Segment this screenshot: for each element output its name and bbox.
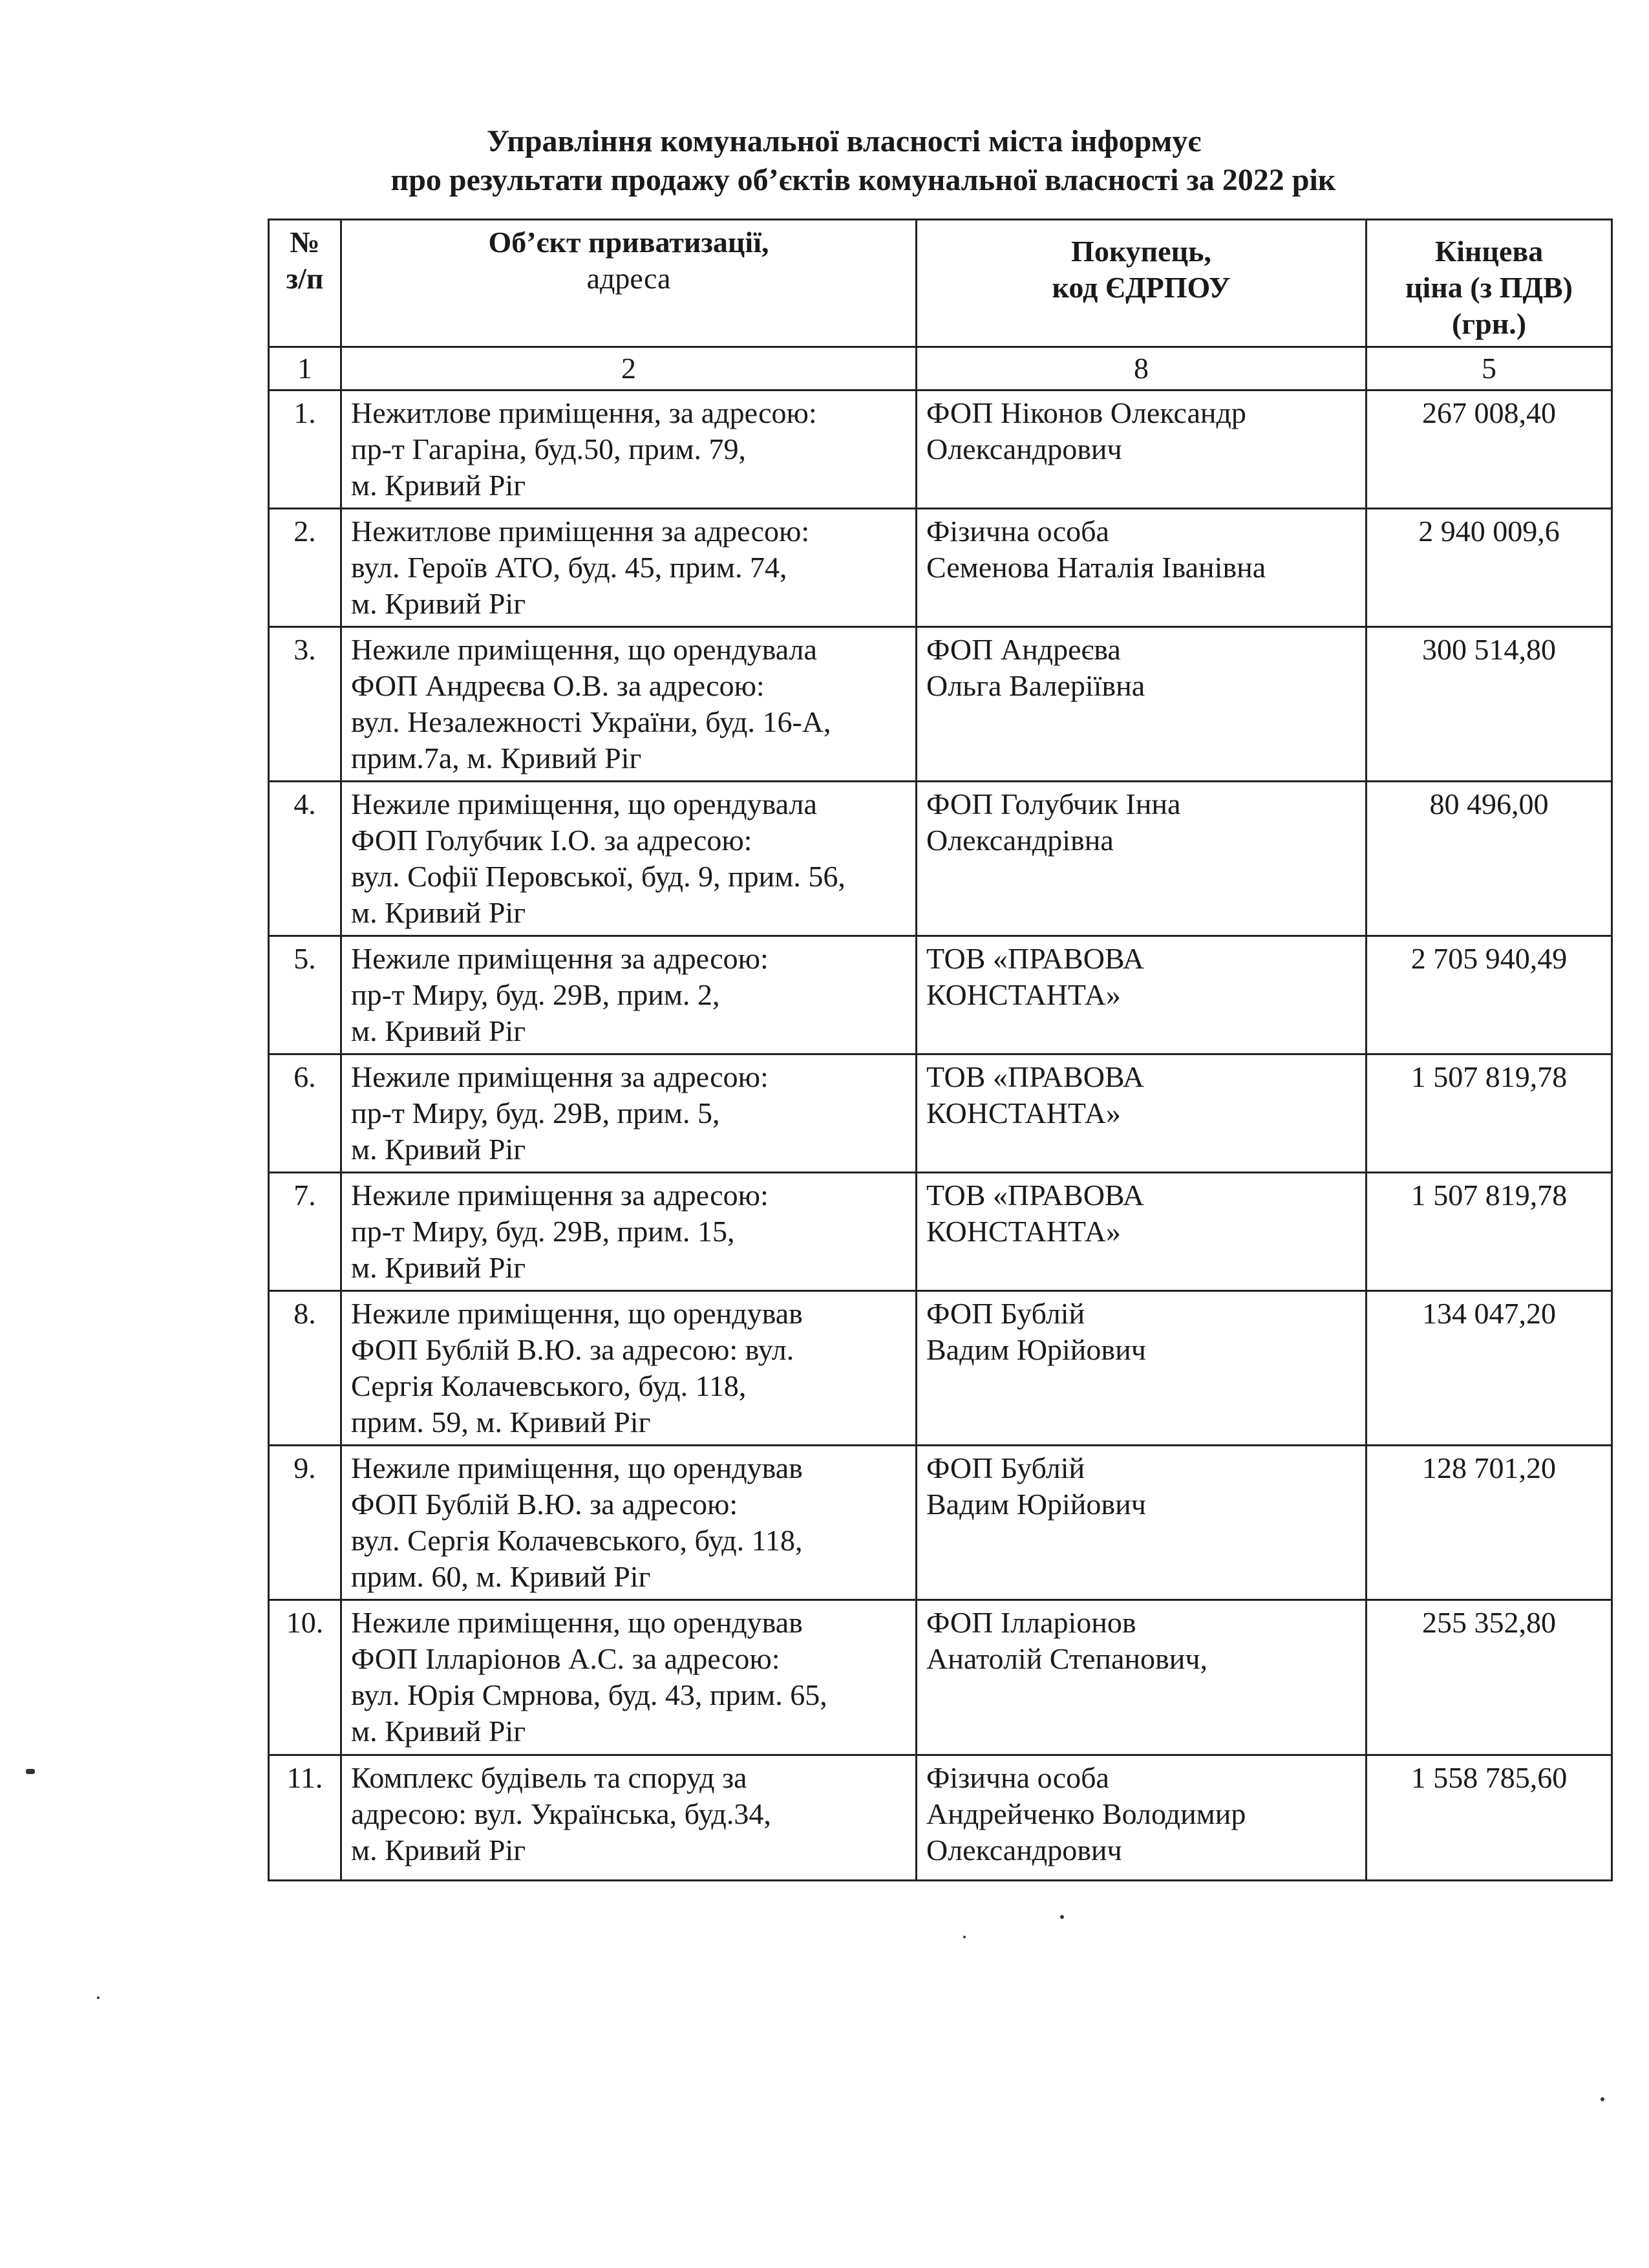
object-address-line: Нежиле приміщення, що орендувала	[351, 787, 817, 820]
scan-speck	[1060, 1915, 1064, 1919]
buyer	[917, 1600, 1367, 1755]
object-address-line: пр-т Миру, буд. 29В, прим. 2,	[351, 978, 720, 1011]
buyer-line: Вадим Юрійович	[926, 1488, 1146, 1521]
final-price: 300 514,80	[1367, 627, 1612, 782]
buyer	[917, 936, 1367, 1054]
object-address	[341, 1755, 917, 1881]
buyer-line: Фізична особа	[926, 515, 1109, 548]
column-number-row	[269, 347, 1612, 390]
object-address	[341, 1054, 917, 1173]
buyer-line: ФОП Голубчик Інна	[926, 787, 1181, 820]
object-address-line: ФОП Бублій В.Ю. за адресою: вул.	[351, 1333, 794, 1366]
table-row	[269, 1173, 1612, 1291]
header-number: № з/п	[269, 220, 341, 347]
table-row	[269, 1291, 1612, 1446]
object-address-line: вул. Незалежності України, буд. 16-А,	[351, 705, 831, 738]
object-address-line: прим. 59, м. Кривий Ріг	[351, 1406, 651, 1439]
table-row	[269, 390, 1612, 509]
object-address-line: Нежиле приміщення, що орендував	[351, 1606, 803, 1639]
object-address-line: Нежитлове приміщення за адресою:	[351, 515, 810, 548]
buyer-line: ФОП Бублій	[926, 1297, 1085, 1330]
row-number: 3.	[269, 627, 341, 782]
object-address-line: м. Кривий Ріг	[351, 1014, 526, 1047]
object-address-line: ФОП Ілларіонов А.С. за адресою:	[351, 1642, 780, 1675]
final-price: 80 496,00	[1367, 782, 1612, 936]
object-address-line: прим. 60, м. Кривий Ріг	[351, 1560, 651, 1593]
buyer-line: ФОП Андреєва	[926, 633, 1121, 666]
column-number: 5	[1367, 347, 1612, 390]
buyer-line: КОНСТАНТА»	[926, 1215, 1121, 1248]
object-address-line: м. Кривий Ріг	[351, 1133, 526, 1166]
buyer	[917, 509, 1367, 627]
buyer	[917, 627, 1367, 782]
object-address-line: Нежиле приміщення за адресою:	[351, 942, 769, 975]
sales-results-table	[268, 219, 1613, 1881]
buyer-line: Фізична особа	[926, 1761, 1109, 1794]
buyer	[917, 1755, 1367, 1881]
header-price: Кінцева ціна (з ПДВ) (грн.)	[1367, 220, 1612, 347]
object-address-line: Сергія Колачевського, буд. 118,	[351, 1369, 747, 1402]
object-address	[341, 1600, 917, 1755]
row-number: 8.	[269, 1291, 341, 1446]
object-address-line: ФОП Бублій В.Ю. за адресою:	[351, 1488, 738, 1521]
buyer-line: Олександрович	[926, 1834, 1122, 1867]
object-address-line: м. Кривий Ріг	[351, 1715, 526, 1748]
header-row	[269, 220, 1612, 347]
table-row	[269, 936, 1612, 1054]
scan-speck	[26, 1769, 35, 1774]
table-row	[269, 627, 1612, 782]
row-number: 1.	[269, 390, 341, 509]
object-address-line: Нежиле приміщення за адресою:	[351, 1060, 769, 1093]
row-number: 6.	[269, 1054, 341, 1173]
buyer	[917, 1291, 1367, 1446]
object-address-line: пр-т Гагаріна, буд.50, прим. 79,	[351, 433, 747, 465]
object-address-line: прим.7а, м. Кривий Ріг	[351, 742, 642, 775]
table-row	[269, 509, 1612, 627]
buyer-line: Анатолій Степанович,	[926, 1642, 1208, 1675]
object-address-line: ФОП Андреєва О.В. за адресою:	[351, 669, 765, 702]
row-number: 7.	[269, 1173, 341, 1291]
object-address	[341, 627, 917, 782]
object-address	[341, 936, 917, 1054]
object-address-line: м. Кривий Ріг	[351, 587, 526, 620]
buyer	[917, 390, 1367, 509]
page-title: Управління комунальної власності міста інформує	[486, 124, 1202, 158]
object-address	[341, 1446, 917, 1600]
final-price: 1 507 819,78	[1367, 1173, 1612, 1291]
buyer	[917, 782, 1367, 936]
table-body	[269, 390, 1612, 1881]
object-address	[341, 390, 917, 509]
object-address-line: пр-т Миру, буд. 29В, прим. 15,	[351, 1215, 735, 1248]
scan-speck	[1601, 2097, 1604, 2101]
final-price: 2 940 009,6	[1367, 509, 1612, 627]
object-address-line: м. Кривий Ріг	[351, 1251, 526, 1284]
buyer-line: ФОП Ніконов Олександр	[926, 396, 1246, 429]
column-number: 2	[341, 347, 917, 390]
object-address-line: Нежиле приміщення, що орендував	[351, 1297, 803, 1330]
final-price: 134 047,20	[1367, 1291, 1612, 1446]
object-address-line: Нежиле приміщення, що орендував	[351, 1451, 803, 1484]
object-address-line: Нежитлове приміщення, за адресою:	[351, 396, 817, 429]
object-address-line: вул. Юрія Смрнова, буд. 43, прим. 65,	[351, 1678, 827, 1711]
table-row	[269, 782, 1612, 936]
header-buyer: Покупець, код ЄДРПОУ	[917, 220, 1367, 347]
object-address-line: вул. Героїв АТО, буд. 45, прим. 74,	[351, 551, 787, 584]
row-number: 4.	[269, 782, 341, 936]
buyer	[917, 1446, 1367, 1600]
object-address-line: пр-т Миру, буд. 29В, прим. 5,	[351, 1097, 720, 1129]
buyer-line: Ольга Валеріївна	[926, 669, 1145, 702]
buyer-line: Олександрович	[926, 433, 1122, 465]
final-price: 1 507 819,78	[1367, 1054, 1612, 1173]
object-address-line: м. Кривий Ріг	[351, 1834, 526, 1867]
object-address	[341, 509, 917, 627]
object-address-line: ФОП Голубчик І.О. за адресою:	[351, 824, 752, 857]
scan-speck	[963, 1936, 966, 1938]
object-address-line: Нежиле приміщення, що орендувала	[351, 633, 817, 666]
final-price: 2 705 940,49	[1367, 936, 1612, 1054]
scan-speck	[97, 1996, 100, 1999]
buyer-line: Андрейченко Володимир	[926, 1797, 1246, 1830]
object-address-line: Нежиле приміщення за адресою:	[351, 1179, 769, 1212]
object-address-line: м. Кривий Ріг	[351, 469, 526, 502]
column-number: 8	[917, 347, 1367, 390]
buyer-line: ТОВ «ПРАВОВА	[926, 1179, 1144, 1212]
final-price: 128 701,20	[1367, 1446, 1612, 1600]
object-address-line: Комплекс будівель та споруд за	[351, 1761, 747, 1794]
object-address	[341, 1291, 917, 1446]
object-address-line: вул. Сергія Колачевського, буд. 118,	[351, 1524, 803, 1557]
header-object: Об’єкт приватизації, адреса	[341, 220, 917, 347]
buyer-line: КОНСТАНТА»	[926, 978, 1121, 1011]
buyer-line: Семенова Наталія Іванівна	[926, 551, 1266, 584]
object-address	[341, 1173, 917, 1291]
table-row	[269, 1600, 1612, 1755]
object-address-line: вул. Софії Перовської, буд. 9, прим. 56,	[351, 860, 846, 893]
object-address-line: адресою: вул. Українська, буд.34,	[351, 1797, 771, 1830]
buyer-line: ТОВ «ПРАВОВА	[926, 942, 1144, 975]
final-price: 267 008,40	[1367, 390, 1612, 509]
row-number: 10.	[269, 1600, 341, 1755]
buyer-line: ФОП Бублій	[926, 1451, 1085, 1484]
row-number: 11.	[269, 1755, 341, 1881]
object-address-line: м. Кривий Ріг	[351, 896, 526, 929]
buyer-line: ТОВ «ПРАВОВА	[926, 1060, 1144, 1093]
buyer-line: ФОП Ілларіонов	[926, 1606, 1136, 1639]
buyer	[917, 1054, 1367, 1173]
row-number: 9.	[269, 1446, 341, 1600]
buyer-line: Вадим Юрійович	[926, 1333, 1146, 1366]
final-price: 255 352,80	[1367, 1600, 1612, 1755]
page-subtitle: про результати продажу об’єктів комунальної власності за 2022 рік	[390, 163, 1336, 197]
row-number: 2.	[269, 509, 341, 627]
table-row	[269, 1054, 1612, 1173]
buyer-line: Олександрівна	[926, 824, 1114, 857]
column-number: 1	[269, 347, 341, 390]
object-address	[341, 782, 917, 936]
table-row	[269, 1446, 1612, 1600]
final-price: 1 558 785,60	[1367, 1755, 1612, 1881]
buyer-line: КОНСТАНТА»	[926, 1097, 1121, 1129]
buyer	[917, 1173, 1367, 1291]
row-number: 5.	[269, 936, 341, 1054]
table-row	[269, 1755, 1612, 1881]
